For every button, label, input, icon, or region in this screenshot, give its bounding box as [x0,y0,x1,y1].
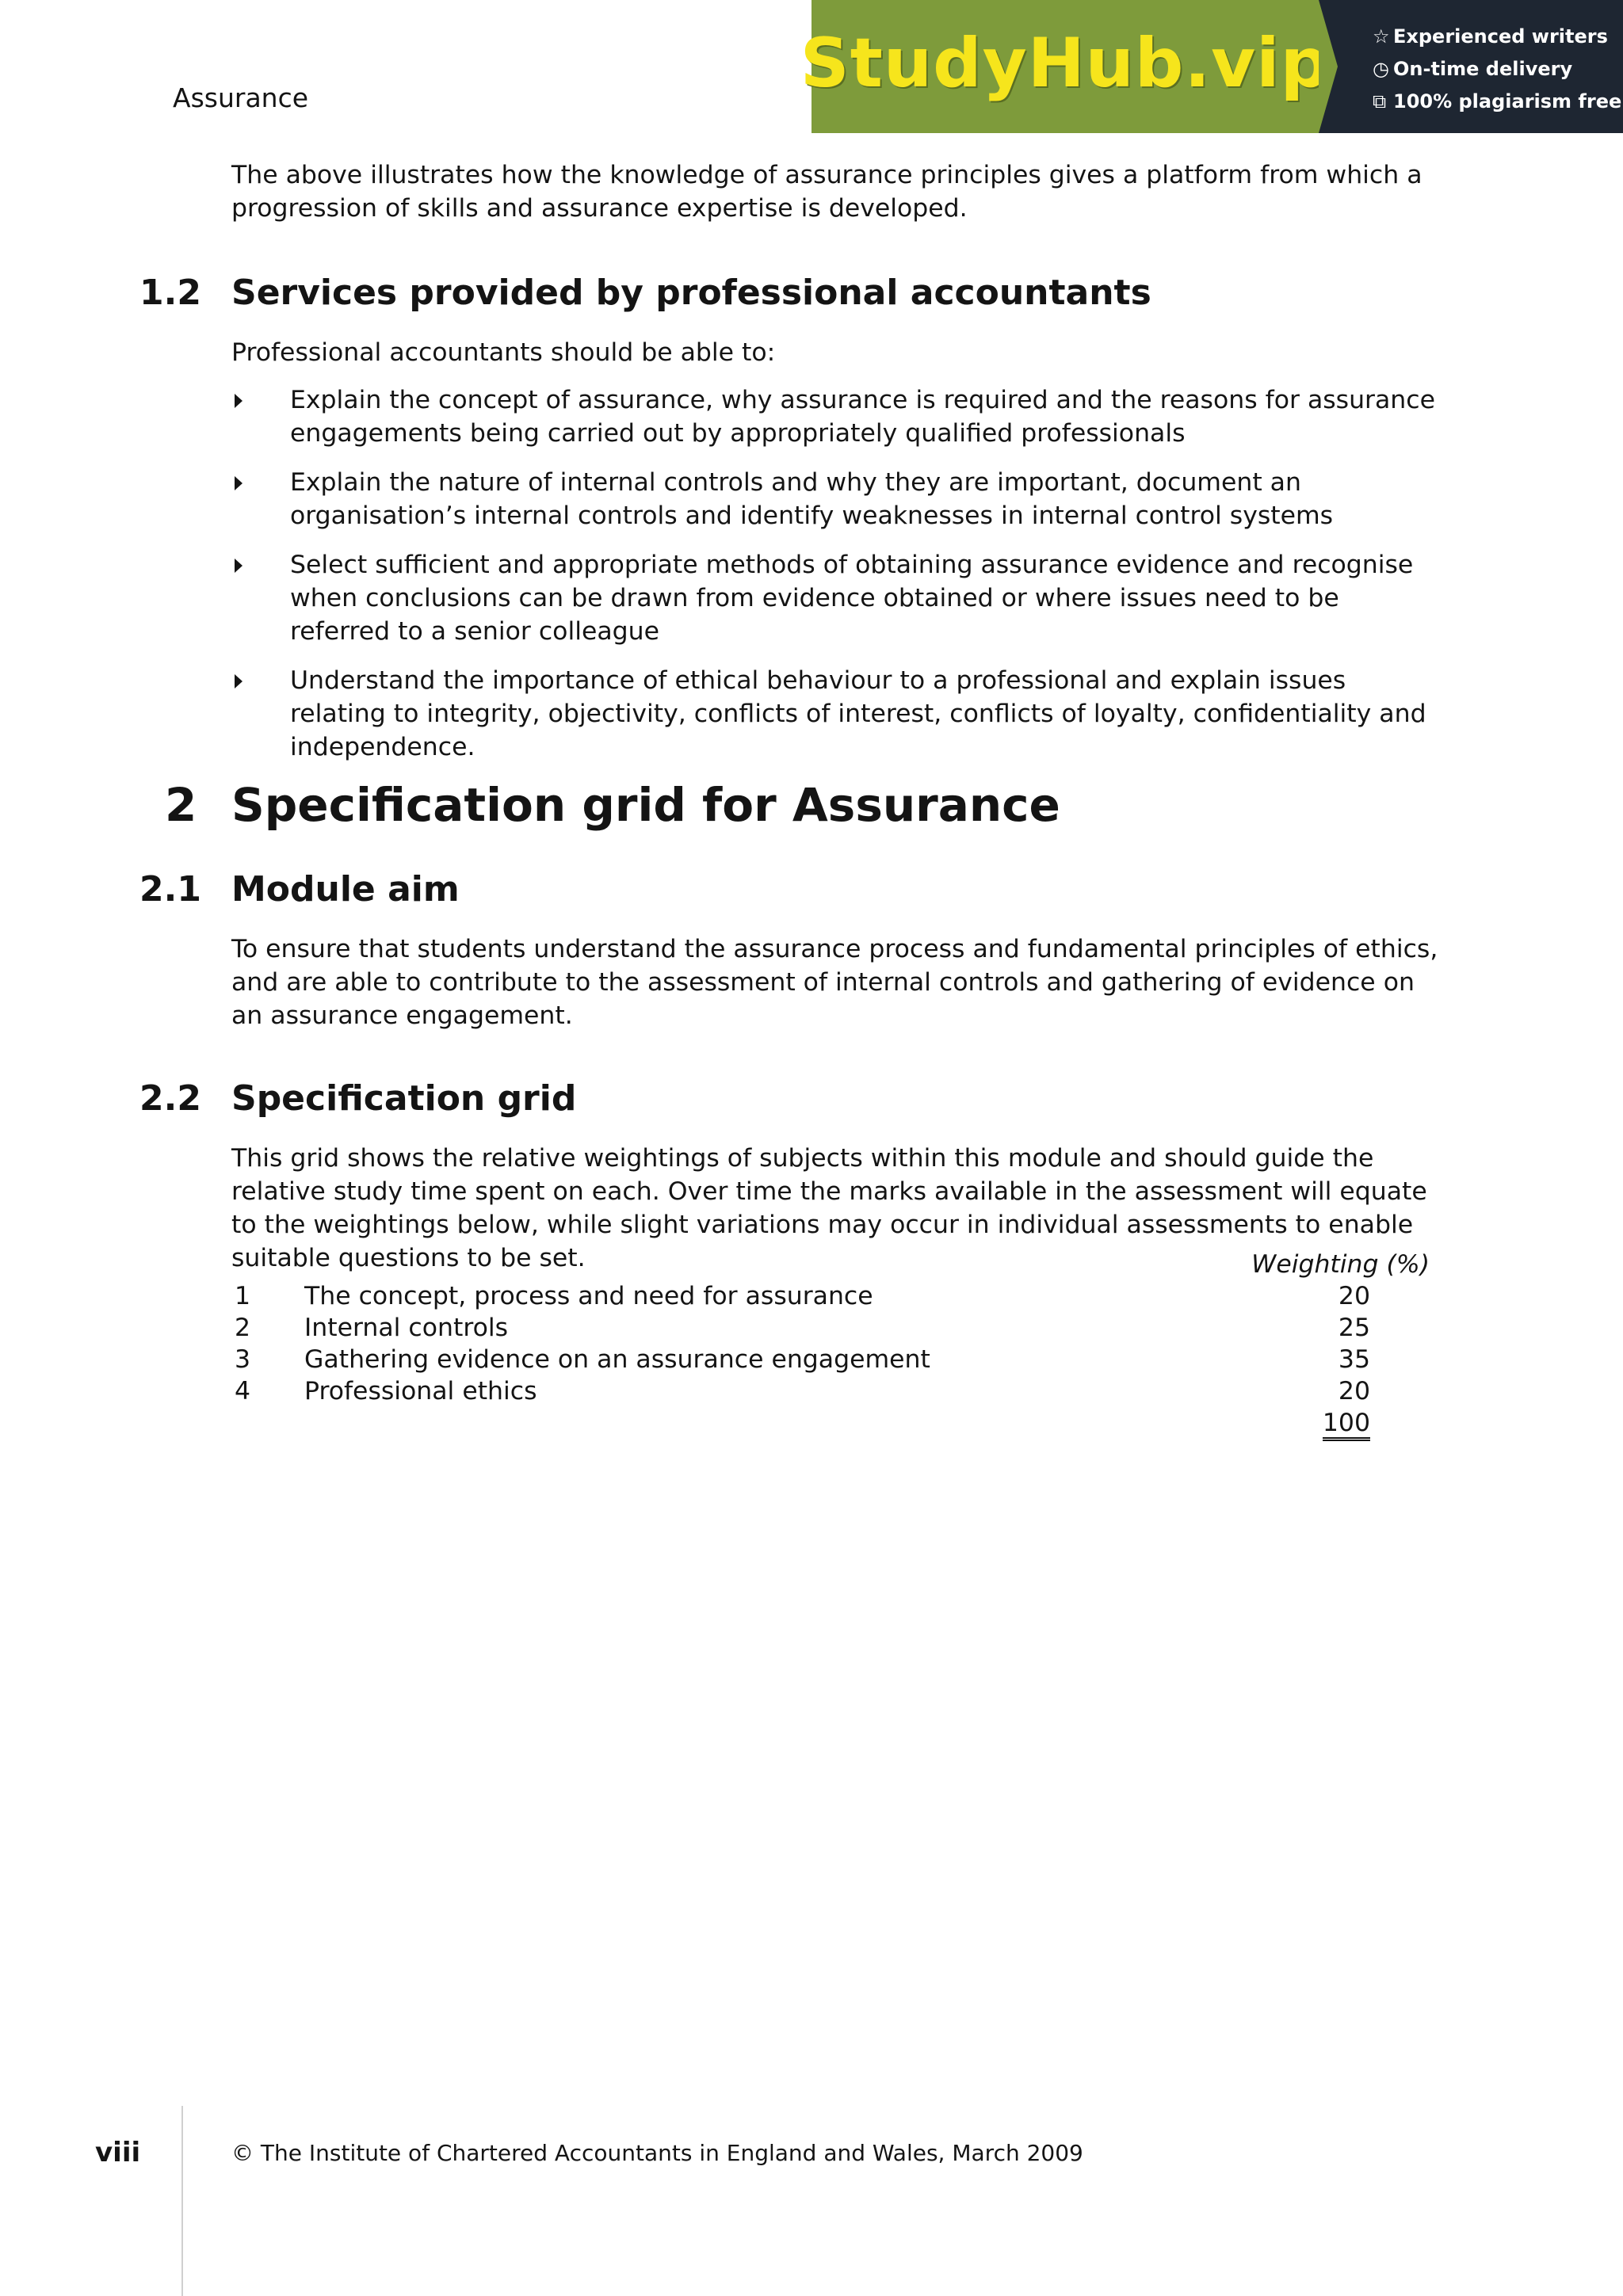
row-subject: Gathering evidence on an assurance engagement [304,1345,930,1374]
running-header: Assurance [173,82,309,113]
total-weight: 100 [1323,1409,1370,1441]
row-number: 4 [235,1377,251,1405]
bullet-arrow-icon [235,674,242,688]
weighting-column-header: Weighting (%) [1251,1250,1430,1279]
clock-icon: ◷ [1373,58,1389,80]
section-number: 2.2 [139,1078,201,1119]
row-weight: 25 [1338,1314,1370,1342]
row-weight: 20 [1338,1282,1370,1310]
competency-list [231,383,1444,764]
feature-on-time-delivery: ◷ On-time delivery [1373,53,1623,86]
footer-divider [181,2106,183,2296]
bullet-arrow-icon [235,559,242,573]
module-aim-text: To ensure that students understand the assurance process and fundamental principles of ethics, and are able to contribute to the assessment of internal controls and gathering of evidence on an assurance engagement. [231,935,1438,1030]
section-number: 2 [165,778,197,832]
table-total-row [231,1409,1430,1440]
section-1-2-heading [139,273,1151,313]
section-2-1-heading [139,869,460,910]
section-title: Services provided by professional accountants [231,273,1151,313]
studyhub-logo: StudyHub.vip [800,24,1331,103]
section-title: Module aim [231,869,460,910]
row-subject: The concept, process and need for assurance [304,1282,873,1310]
section-number: 2.1 [139,869,201,910]
section-number: 1.2 [139,273,201,313]
list-item: Explain the concept of assurance, why assurance is required and the reasons for assurance engagements being carried out by appropriately qualified professionals [231,383,1444,450]
row-subject: Internal controls [304,1314,509,1342]
feature-plagiarism-free: ⧉ 100% plagiarism free [1373,86,1623,118]
table-row [231,1377,1430,1409]
page-number: viii [95,2137,141,2168]
specification-grid-text: This grid shows the relative weightings of subjects within this module and should guide the relative study time spent on each. Over time the marks available in the assessment will equate to the weightings below, while slight variations may occur in individual assessments to enable suitable questions to be set. [231,1144,1427,1272]
table-header [231,1250,1430,1282]
bullet-arrow-icon [235,394,242,408]
section-1-2-lead: Professional accountants should be able to: [231,338,776,367]
intro-paragraph: The above illustrates how the knowledge of assurance principles gives a platform from which a progression of skills and assurance expertise is developed. [231,161,1423,223]
list-item: Understand the importance of ethical behaviour to a professional and explain issues relating to integrity, objectivity, conflicts of interest, conflicts of loyalty, confidentiality and independence. [231,664,1444,764]
row-weight: 20 [1338,1377,1370,1405]
row-number: 3 [235,1345,251,1374]
copy-icon: ⧉ [1373,90,1387,113]
copyright-notice: © The Institute of Chartered Accountants in England and Wales, March 2009 [231,2140,1083,2166]
table-row [231,1282,1430,1314]
section-2-2-heading [139,1078,576,1119]
section-2-heading [165,778,1060,832]
banner-features [1319,0,1623,133]
banner-logo-panel [800,0,1331,133]
list-item: Explain the nature of internal controls and why they are important, document an organisation’s internal controls and identify weaknesses in internal control systems [231,466,1444,532]
studyhub-banner[interactable] [800,0,1623,133]
row-weight: 35 [1338,1345,1370,1374]
row-number: 2 [235,1314,251,1342]
section-title: Specification grid [231,1078,577,1119]
table-row [231,1314,1430,1345]
row-subject: Professional ethics [304,1377,537,1405]
star-icon: ☆ [1373,25,1390,48]
list-item: Select sufficient and appropriate methods of obtaining assurance evidence and recognise when conclusions can be drawn from evidence obtained or where issues need to be referred to a senior colleague [231,548,1444,648]
row-number: 1 [235,1282,251,1310]
section-title: Specification grid for Assurance [231,778,1060,832]
bullet-arrow-icon [235,476,242,490]
feature-experienced-writers: ☆ Experienced writers [1373,21,1623,53]
table-row [231,1345,1430,1377]
specification-grid-table [231,1250,1430,1440]
